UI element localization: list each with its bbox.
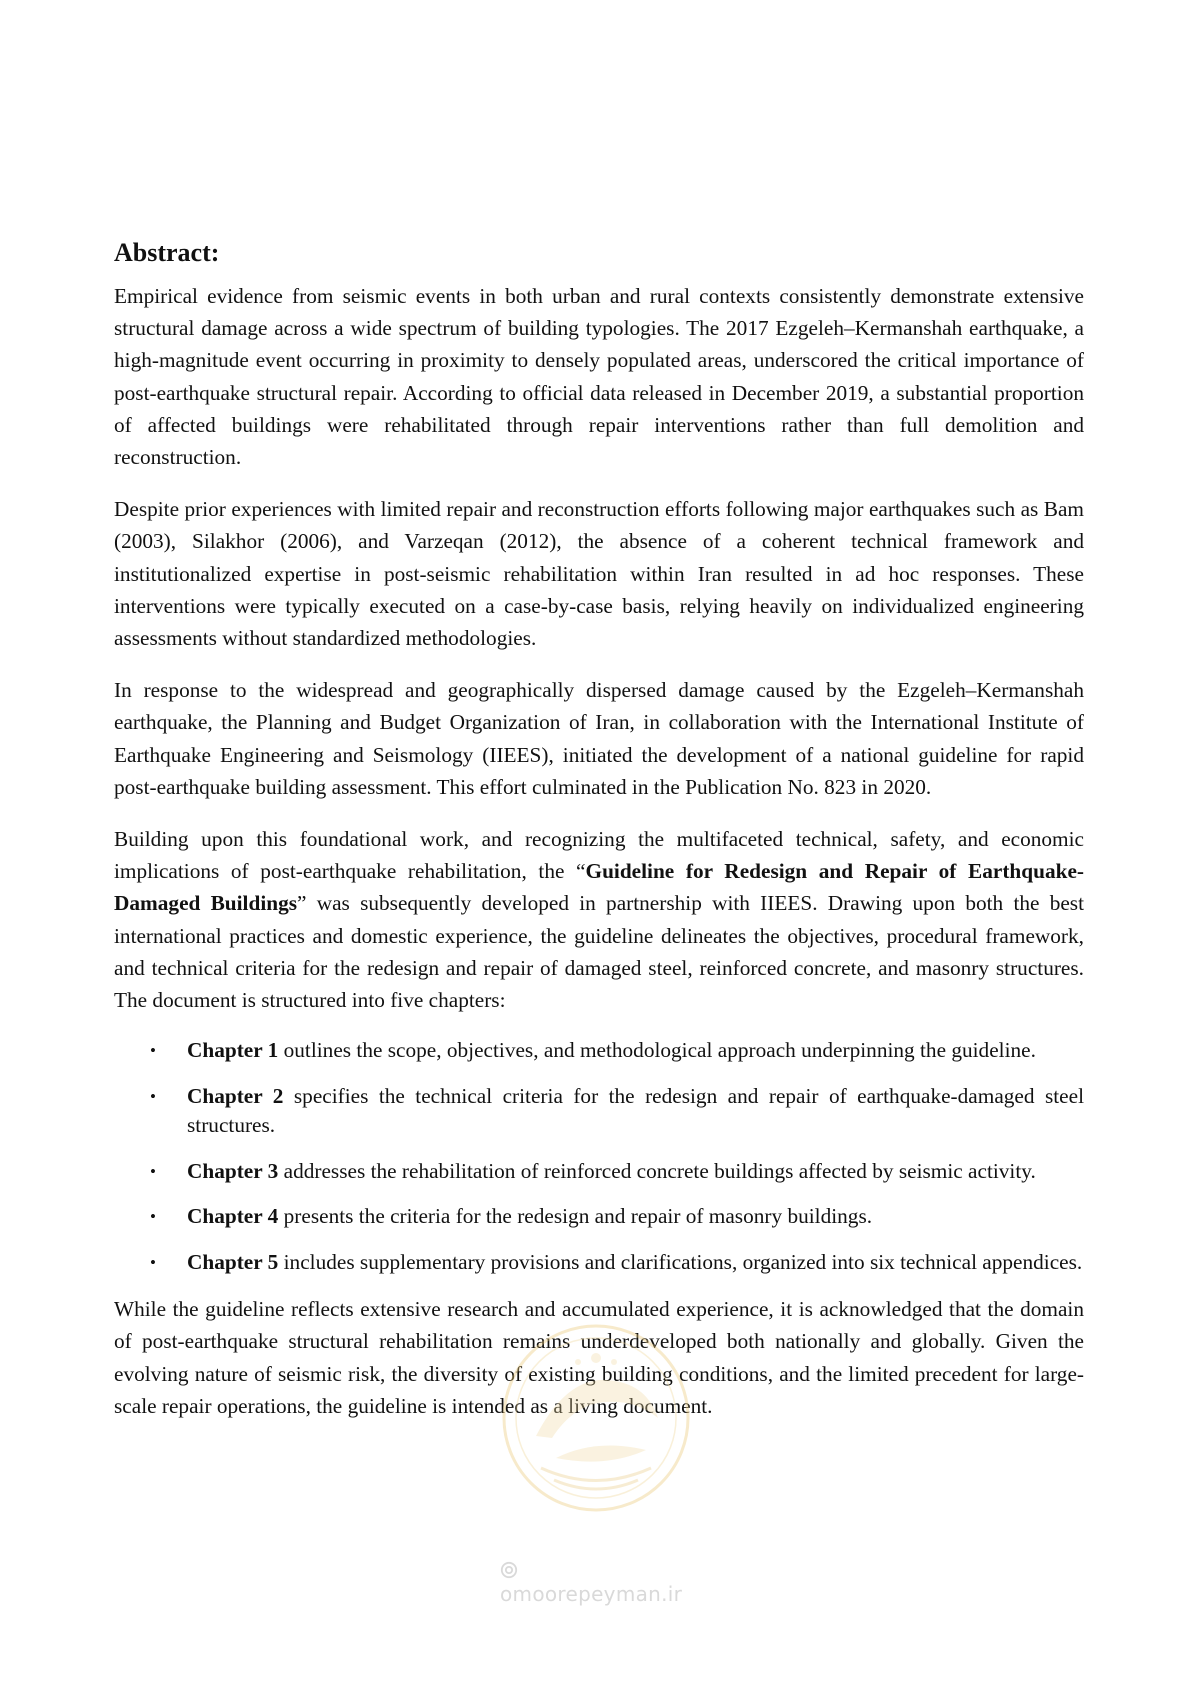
watermark-text: omoorepeyman.ir bbox=[500, 1582, 683, 1606]
bullet-icon: • bbox=[150, 1041, 156, 1061]
document-page bbox=[114, 238, 1084, 1442]
chapter-label: Chapter 3 bbox=[187, 1158, 279, 1183]
at-sign-icon bbox=[500, 1561, 518, 1579]
chapter-description: specifies the technical criteria for the redesign and repair of earthquake-damaged steel structures. bbox=[187, 1083, 1084, 1138]
chapter-description: addresses the rehabilitation of reinforced concrete buildings affected by seismic activity. bbox=[278, 1158, 1036, 1183]
chapter-label: Chapter 5 bbox=[187, 1249, 279, 1274]
chapter-label: Chapter 2 bbox=[187, 1083, 284, 1108]
guideline-title: Guideline for Redesign and Repair of Earthquake-Damaged Buildings bbox=[114, 859, 1084, 916]
watermark bbox=[500, 1558, 700, 1606]
abstract-paragraph-3: In response to the widespread and geographically dispersed damage caused by the Ezgeleh–Kermanshah earthquake, the Planning and Budget Organization of Iran, in collaboration with the International Institute of Earthquake Engineering and Seismology (IIEES), initiated the development of a national guideline for rapid post-earthquake building assessment. This effort culminated in the Publication No. 823 in 2020. bbox=[114, 678, 1084, 799]
list-item bbox=[114, 1157, 1084, 1187]
chapter-label: Chapter 1 bbox=[187, 1038, 279, 1063]
paragraph-4-tail-text: ” was subsequently developed in partnership with IIEES. Drawing upon both the best international practices and domestic experience, the guideline delineates the objectives, procedural framework, and technical criteria for the redesign and repair of damaged steel, reinforced concrete, and masonry structures. The document is structured into five chapters: bbox=[114, 891, 1084, 1013]
chapter-description: outlines the scope, objectives, and methodological approach underpinning the guideline. bbox=[278, 1038, 1036, 1063]
list-item bbox=[114, 1082, 1084, 1141]
bullet-icon: • bbox=[150, 1086, 156, 1106]
abstract-paragraph-2: Despite prior experiences with limited repair and reconstruction efforts following major earthquakes such as Bam (2003), Silakhor (2006), and Varzeqan (2012), the absence of a coherent technical framework and institutionalized expertise in post-seismic rehabilitation within Iran resulted in ad hoc responses. These interventions were typically executed on a case-by-case basis, relying heavily on individualized engineering assessments without standardized methodologies. bbox=[114, 497, 1084, 651]
list-item bbox=[114, 1202, 1084, 1232]
abstract-heading: Abstract: bbox=[114, 238, 220, 267]
bullet-icon: • bbox=[150, 1252, 156, 1272]
chapter-description: presents the criteria for the redesign and repair of masonry buildings. bbox=[278, 1204, 873, 1229]
chapter-label: Chapter 4 bbox=[187, 1204, 279, 1229]
chapter-list bbox=[114, 1036, 1084, 1277]
abstract-paragraph-4 bbox=[114, 823, 1084, 1016]
paragraph-4-lead-text: Building upon this foundational work, and recognizing the multifaceted technical, safety, and economic implications of post-earthquake rehabilitation, the “ bbox=[114, 827, 1084, 884]
chapter-description: includes supplementary provisions and clarifications, organized into six technical appendices. bbox=[278, 1249, 1083, 1274]
list-item bbox=[114, 1036, 1084, 1066]
closing-paragraph: While the guideline reflects extensive research and accumulated experience, it is acknowledged that the domain of post-earthquake structural rehabilitation remains underdeveloped both nationally and globally. Given the evolving nature of seismic risk, the diversity of existing building conditions, and the limited precedent for large-scale repair operations, the guideline is intended as a living document. bbox=[114, 1297, 1084, 1418]
bullet-icon: • bbox=[150, 1161, 156, 1181]
abstract-paragraph-1: Empirical evidence from seismic events in both urban and rural contexts consistently demonstrate extensive structural damage across a wide spectrum of building typologies. The 2017 Ezgeleh–Kermanshah earthquake, a high-magnitude event occurring in proximity to densely populated areas, underscored the critical importance of post-earthquake structural repair. According to official data released in December 2019, a substantial proportion of affected buildings were rehabilitated through repair interventions rather than full demolition and reconstruction. bbox=[114, 284, 1084, 470]
bullet-icon: • bbox=[150, 1207, 156, 1227]
list-item bbox=[114, 1248, 1084, 1278]
